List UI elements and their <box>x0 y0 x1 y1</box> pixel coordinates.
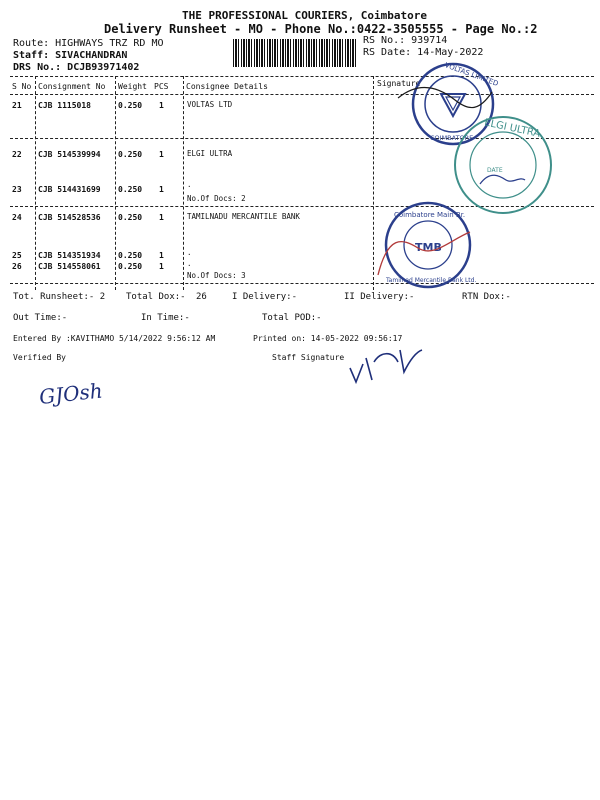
row-sno: 22 <box>12 150 22 159</box>
col-header-signature: Signature <box>377 79 421 88</box>
row-consignment: CJB 1115018 <box>38 101 91 110</box>
total-pod: Total POD:- <box>262 313 322 323</box>
out-time: Out Time:- <box>13 313 68 323</box>
staff-signature-label: Staff Signature <box>272 353 345 362</box>
tmb-stamp <box>378 203 476 287</box>
elgi-stamp-date: DATE <box>487 167 503 174</box>
row-sno: 25 <box>12 251 22 260</box>
row-pcs: 1 <box>159 150 164 159</box>
voltas-stamp-city: COIMBATORE <box>430 134 474 142</box>
row-consignment: CJB 514558061 <box>38 262 101 271</box>
voltas-stamp <box>413 61 499 144</box>
verified-signature: GJOsh <box>38 378 104 409</box>
row-sno: 24 <box>12 213 22 222</box>
col-header-sno: S No <box>12 82 32 91</box>
row-weight: 0.250 <box>118 185 143 194</box>
route-label: Route: HIGHWAYS TRZ RD MO <box>13 38 164 49</box>
col-header-consignee: Consignee Details <box>186 82 268 91</box>
row-consignment: CJB 514528536 <box>38 213 101 222</box>
row-consignee: . <box>187 180 192 189</box>
row-consignee: TAMILNADU MERCANTILE BANK <box>187 212 300 221</box>
tmb-stamp-bank: Tamilnad Mercantile Bank Ltd. <box>386 277 477 284</box>
rs-number: RS No.: 939714 <box>363 35 448 46</box>
rtn-dox: RTN Dox:- <box>462 292 511 302</box>
row-pcs: 1 <box>159 213 164 222</box>
i-delivery: I Delivery:- <box>232 292 298 302</box>
row-consignee: ELGI ULTRA <box>187 149 233 158</box>
elgi-stamp-text: ELGI ULTRA <box>483 117 542 140</box>
row-weight: 0.250 <box>118 251 143 260</box>
row-sno: 26 <box>12 262 22 271</box>
row-consignee: . <box>187 259 192 268</box>
row-doc-count: No.Of Docs: 3 <box>187 271 246 280</box>
row-consignee: VOLTAS LTD <box>187 100 233 109</box>
elgi-stamp <box>455 117 551 213</box>
voltas-stamp-text: VOLTAS LIMITED <box>443 61 500 88</box>
entered-by: Entered By :KAVITHAMO 5/14/2022 9:56:12 AM <box>13 334 216 343</box>
rs-date: RS Date: 14-May-2022 <box>363 47 484 58</box>
staff-signature <box>350 350 422 382</box>
row-sno: 23 <box>12 185 22 194</box>
col-header-weight: Weight <box>118 82 147 91</box>
staff-label: Staff: SIVACHANDRAN <box>13 50 128 61</box>
row-pcs: 1 <box>159 251 164 260</box>
row-weight: 0.250 <box>118 213 143 222</box>
row-consignment: CJB 514351934 <box>38 251 101 260</box>
ii-delivery: II Delivery:- <box>344 292 415 302</box>
row-consignment: CJB 514539994 <box>38 150 101 159</box>
row-doc-count: No.Of Docs: 2 <box>187 194 246 203</box>
row-sno: 21 <box>12 101 22 110</box>
col-header-pcs: PCS <box>154 82 169 91</box>
row-consignee: . <box>187 248 192 257</box>
row-consignment: CJB 514431699 <box>38 185 101 194</box>
tmb-logo-text: TMB <box>415 241 442 254</box>
row-pcs: 1 <box>159 185 164 194</box>
col-header-consignment: Consignment No <box>38 82 106 91</box>
in-time: In Time:- <box>141 313 190 323</box>
runsheet-title: Delivery Runsheet - MO - Phone No.:0422-3505555 - Page No.:2 <box>104 22 538 36</box>
total-dox-value: 26 <box>196 292 207 302</box>
row-weight: 0.250 <box>118 150 143 159</box>
total-dox-label: Total Dox:- <box>126 292 186 302</box>
total-runsheet: Tot. Runsheet:- 2 <box>13 292 106 302</box>
row-pcs: 1 <box>159 262 164 271</box>
row-weight: 0.250 <box>118 101 143 110</box>
printed-on: Printed on: 14-05-2022 09:56:17 <box>253 334 403 343</box>
tmb-stamp-branch: Coimbatore Main Br. <box>394 211 466 219</box>
row-weight: 0.250 <box>118 262 143 271</box>
verified-by-label: Verified By <box>13 353 66 362</box>
row-pcs: 1 <box>159 101 164 110</box>
drs-number: DRS No.: DCJB93971402 <box>13 62 140 73</box>
company-title: THE PROFESSIONAL COURIERS, Coimbatore <box>182 9 428 22</box>
